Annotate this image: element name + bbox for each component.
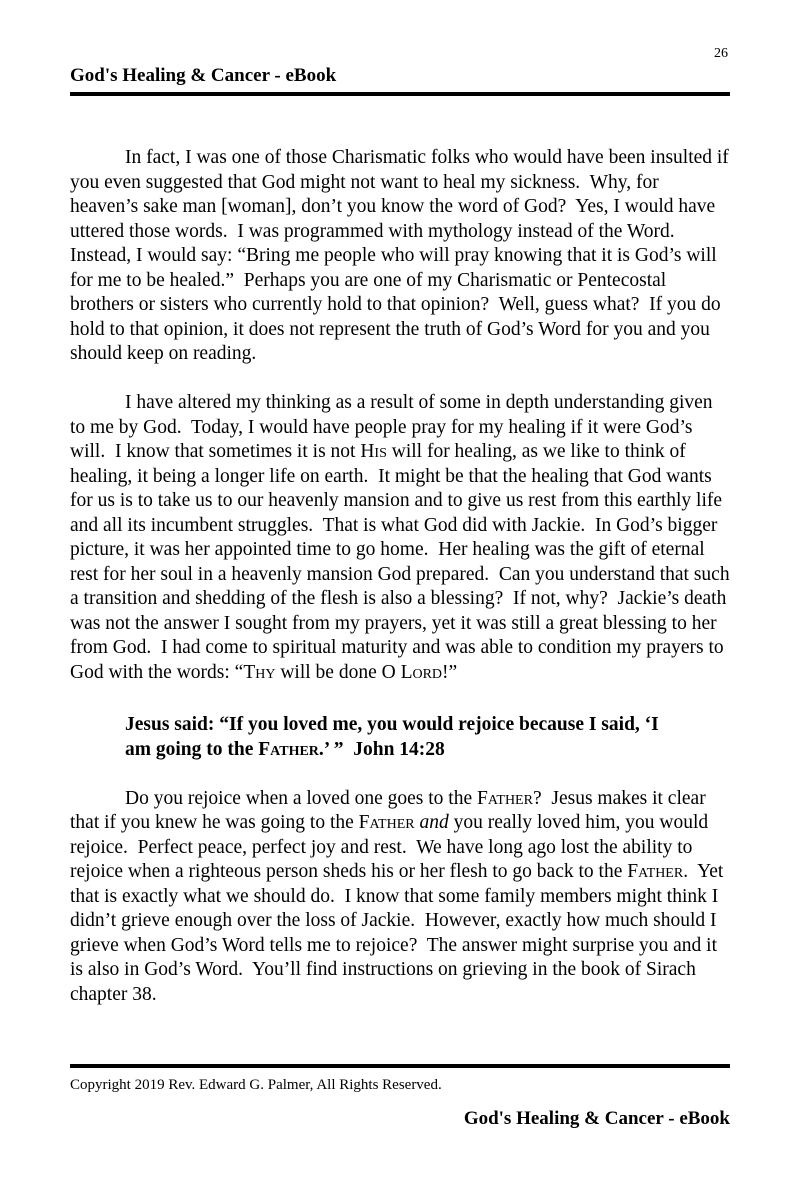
copyright-text: Copyright 2019 Rev. Edward G. Palmer, All Rights Reserved. <box>70 1077 442 1093</box>
text-run: will be done O <box>275 661 401 683</box>
smallcaps-word: Thy <box>243 661 276 683</box>
header-rule <box>70 92 730 96</box>
text-run: you really loved him, you would rejoice. Perfect peace, perfect joy and rest. We have long ago lost the ability to rejoice when a righteous person sheds his or her flesh to go back to the <box>70 812 714 882</box>
footer-title: God's Healing & Cancer - eBook <box>463 1108 730 1129</box>
text-run: I have altered my thinking as a result of some in depth understanding given to me by God. Today, I would have people pray for my healing if it were God’s will. I know that sometimes it is not <box>70 392 718 462</box>
italic-word: and <box>419 812 449 833</box>
page-header <box>70 64 730 96</box>
page-number: 26 <box>714 46 728 61</box>
smallcaps-word: Lord <box>400 661 443 683</box>
smallcaps-word: Father <box>358 812 415 833</box>
footer-rule <box>70 1064 730 1068</box>
paragraph-2 <box>70 391 735 685</box>
scripture-quote <box>125 713 670 762</box>
text-run: Jesus said: “If you loved me, you would rejoice because I said, ‘I am going to the <box>125 714 664 760</box>
text-run: will for healing, as we like to think of healing, it being a longer life on earth. It might be that the healing that God wants for us is to take us to our heavenly mansion and to give us rest from this earthly life and all its incumbent struggles. That is what God did with Jackie. In God’s bigger picture, it was her appointed time to go home. Her healing was the gift of eternal rest for her soul in a heavenly mansion God prepared. Can you understand that such a transition and shedding of the flesh is also a blessing? If not, why? Jackie’s death was not the answer I sought from my prayers, yet it was still a great blessing to her from God. I had come to spiritual maturity and was able to condition my prayers to God with the words: “ <box>70 441 735 683</box>
paragraph-3 <box>70 787 730 1008</box>
text-run: Do you rejoice when a loved one goes to the <box>125 787 477 809</box>
header-title: God's Healing & Cancer - eBook <box>70 65 337 86</box>
smallcaps-word: Father <box>476 787 533 809</box>
text-run: In fact, I was one of those Charismatic folks who would have been insulted if you even suggested that God might not want to heal my sickness. Why, for heaven’s sake man [woman], don’t you know the word of God? Yes, I would have uttered those words. I was programmed with mythology instead of the Word. Instead, I would say: “Bring me people who will pray knowing that it is God’s will for me to be healed.” Perhaps you are one of my Charismatic or Pentecostal brothers or sisters who currently hold to that opinion? Well, guess what? If you do hold to that opinion, it does not represent the truth of God’s Word for you and you should keep on reading. <box>70 147 734 364</box>
text-run: . Yet that is exactly what we should do. I know that some family members might think I didn’t grieve enough over the loss of Jackie. However, exactly how much should I grieve when God’s Word tells me to rejoice? The answer might surprise you and it is also in God’s Word. You’ll find instructions on grieving in the book of Sirach chapter 38. <box>70 861 729 1005</box>
smallcaps-word: His <box>360 441 387 462</box>
page-footer <box>70 1064 730 1131</box>
paragraph-1 <box>70 146 734 367</box>
smallcaps-word: Father <box>258 738 319 760</box>
body-text <box>70 146 735 1032</box>
text-run: ? Jesus makes it clear that if you knew he was going to the <box>70 787 711 833</box>
text-run: !” <box>442 661 458 683</box>
smallcaps-word: Father <box>627 861 684 882</box>
text-run: .’ ” John 14:28 <box>318 738 445 760</box>
